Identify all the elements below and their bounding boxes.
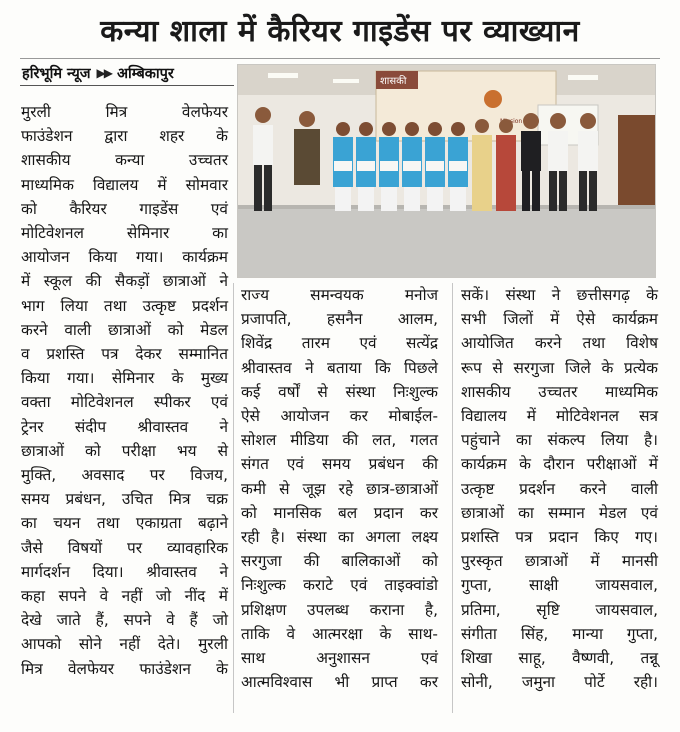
article-line: सोनी, जमुना पोर्टे रही। bbox=[461, 673, 658, 692]
article-line: शासकीय उच्चतर माध्यमिक bbox=[461, 382, 658, 401]
article-line: कई वर्षों से संस्था निःशुल्क bbox=[241, 382, 438, 401]
article-line: का चयन तथा एकाग्रता बढ़ाने bbox=[21, 514, 228, 533]
article-line: सरगुजा की बालिकाओं को bbox=[241, 552, 438, 571]
dateline-source: हरिभूमि न्यूज bbox=[22, 66, 91, 82]
article-line: ताकि वे आत्मरक्षा के साथ- bbox=[241, 624, 438, 643]
article-line: करने वाली छात्राओं को मेडल bbox=[21, 320, 228, 339]
dateline-arrows-icon: ▶▶ bbox=[96, 66, 111, 80]
article-line: मुक्ति, अवसाद पर विजय, bbox=[21, 466, 228, 485]
article-line: श्रीवास्तव ने बताया कि पिछले bbox=[241, 358, 438, 377]
article-column-2 bbox=[241, 283, 438, 694]
headline: कन्या शाला में कैरियर गाइडेंस पर व्याख्यान bbox=[100, 13, 580, 49]
article-line: कमी से जूझ रहे छात्र-छात्राओं bbox=[241, 479, 438, 498]
article-column-3 bbox=[461, 283, 658, 694]
article-line: उत्कृष्ट प्रदर्शन करने वाली bbox=[461, 479, 658, 498]
article-line: सकें। संस्था ने छत्तीसगढ़ के bbox=[461, 286, 658, 304]
headline-rule bbox=[20, 58, 660, 59]
article-line: मुरली मित्र वेलफेयर bbox=[21, 103, 228, 121]
article-line: किया गया। सेमिनार के मुख्य bbox=[21, 369, 228, 388]
article-line: समय प्रबंधन, उचित मित्र चक्र bbox=[21, 490, 228, 509]
article-line: को मानसिक बल प्रदान कर bbox=[241, 503, 438, 522]
article-line: रही है। संस्था का अगला लक्ष्य bbox=[241, 528, 438, 547]
column-1-text bbox=[21, 100, 228, 681]
article-line: कहा सपने वे नहीं जो नींद में bbox=[21, 587, 228, 606]
article-column-1 bbox=[21, 100, 228, 681]
article-line: छात्राओं का सम्मान मेडल एवं bbox=[461, 503, 658, 522]
article-line: भाग लिया तथा उत्कृष्ट प्रदर्शन bbox=[21, 296, 228, 315]
article-line: संगीता सिंह, मान्या गुप्ता, bbox=[461, 624, 658, 643]
article-line: वक्ता मोटिवेशनल स्पीकर एवं bbox=[21, 393, 228, 412]
column-3-text bbox=[461, 283, 658, 694]
event-photo-illustration bbox=[238, 65, 656, 278]
article-line: मोटिवेशनल सेमिनार का bbox=[21, 224, 228, 243]
dateline bbox=[22, 62, 174, 84]
article-line: प्रतिमा, सृष्टि जायसवाल, bbox=[461, 600, 658, 619]
article-line: पहुंचाने का संकल्प लिया है। bbox=[461, 431, 658, 450]
column-divider-1 bbox=[233, 283, 234, 713]
article-line: शिखा साहू, वैष्णवी, तन्नू bbox=[461, 649, 658, 668]
article-line: प्रशस्ति पत्र प्रदान किए गए। bbox=[461, 528, 658, 547]
article-line: आत्मविश्वास भी प्राप्त कर bbox=[241, 673, 438, 692]
article-line: शासकीय कन्या उच्चतर bbox=[21, 151, 228, 170]
article-line: आयोजित करने तथा विशेष bbox=[461, 334, 658, 353]
article-line: साथ अनुशासन एवं bbox=[241, 649, 438, 668]
dateline-place: अम्बिकापुर bbox=[116, 66, 174, 82]
article-line: देखे जाते हैं, सपने वे हैं जो bbox=[21, 611, 228, 630]
article-line: मार्गदर्शन दिया। श्रीवास्तव ने bbox=[21, 562, 228, 581]
article-line: व प्रशस्ति पत्र देकर सम्मानित bbox=[21, 345, 228, 364]
article-line: पुरस्कृत छात्राओं में मानसी bbox=[461, 552, 658, 571]
article-line: राज्य समन्वयक मनोज bbox=[241, 286, 438, 304]
article-line: फाउंडेशन द्वारा शहर के bbox=[21, 127, 228, 146]
article-line: माध्यमिक विद्यालय में सोमवार bbox=[21, 175, 228, 194]
article-line: मित्र वेलफेयर फाउंडेशन के bbox=[21, 659, 228, 678]
article-line: विद्यालय में मोटिवेशनल सत्र bbox=[461, 407, 658, 426]
article-line: छात्राओं को परीक्षा भय से bbox=[21, 441, 228, 460]
article-line: में स्कूल की सैकड़ों छात्राओं ने bbox=[21, 272, 228, 291]
article-line: जैसे विषयों पर व्यावहारिक bbox=[21, 538, 228, 557]
banner-left-text: शासकी bbox=[380, 76, 407, 87]
article-line: रूप से सरगुजा जिले के प्रत्येक bbox=[461, 358, 658, 377]
article-line: ऐसे आयोजन कर मोबाईल- bbox=[241, 407, 438, 426]
column-2-text bbox=[241, 283, 438, 694]
article-line: प्रशिक्षण उपलब्ध कराना है, bbox=[241, 600, 438, 619]
article-line: आपको सोने नहीं देते। मुरली bbox=[21, 635, 228, 654]
article-line: ट्रेनर संदीप श्रीवास्तव ने bbox=[21, 417, 228, 436]
article-line: सभी जिलों में ऐसे कार्यक्रम bbox=[461, 310, 658, 329]
article-line: संगत एवं समय प्रबंधन की bbox=[241, 455, 438, 474]
dateline-rule bbox=[20, 85, 234, 86]
article-line: सोशल मीडिया की लत, गलत bbox=[241, 431, 438, 450]
article-line: आयोजन किया गया। कार्यक्रम bbox=[21, 248, 228, 267]
article-line: निःशुल्क कराटे एवं ताइक्वांडो bbox=[241, 576, 438, 595]
article-line: कार्यक्रम के दौरान परीक्षाओं में bbox=[461, 455, 658, 474]
article-line: प्रजापति, हसनैन आलम, bbox=[241, 310, 438, 329]
article-line: शिवेंद्र तारम एवं सत्येंद्र bbox=[241, 334, 438, 353]
event-photo bbox=[237, 64, 656, 278]
article-line: गुप्ता, साक्षी जायसवाल, bbox=[461, 576, 658, 595]
article-line: को कैरियर गाइडेंस एवं bbox=[21, 199, 228, 218]
column-divider-2 bbox=[452, 283, 453, 713]
